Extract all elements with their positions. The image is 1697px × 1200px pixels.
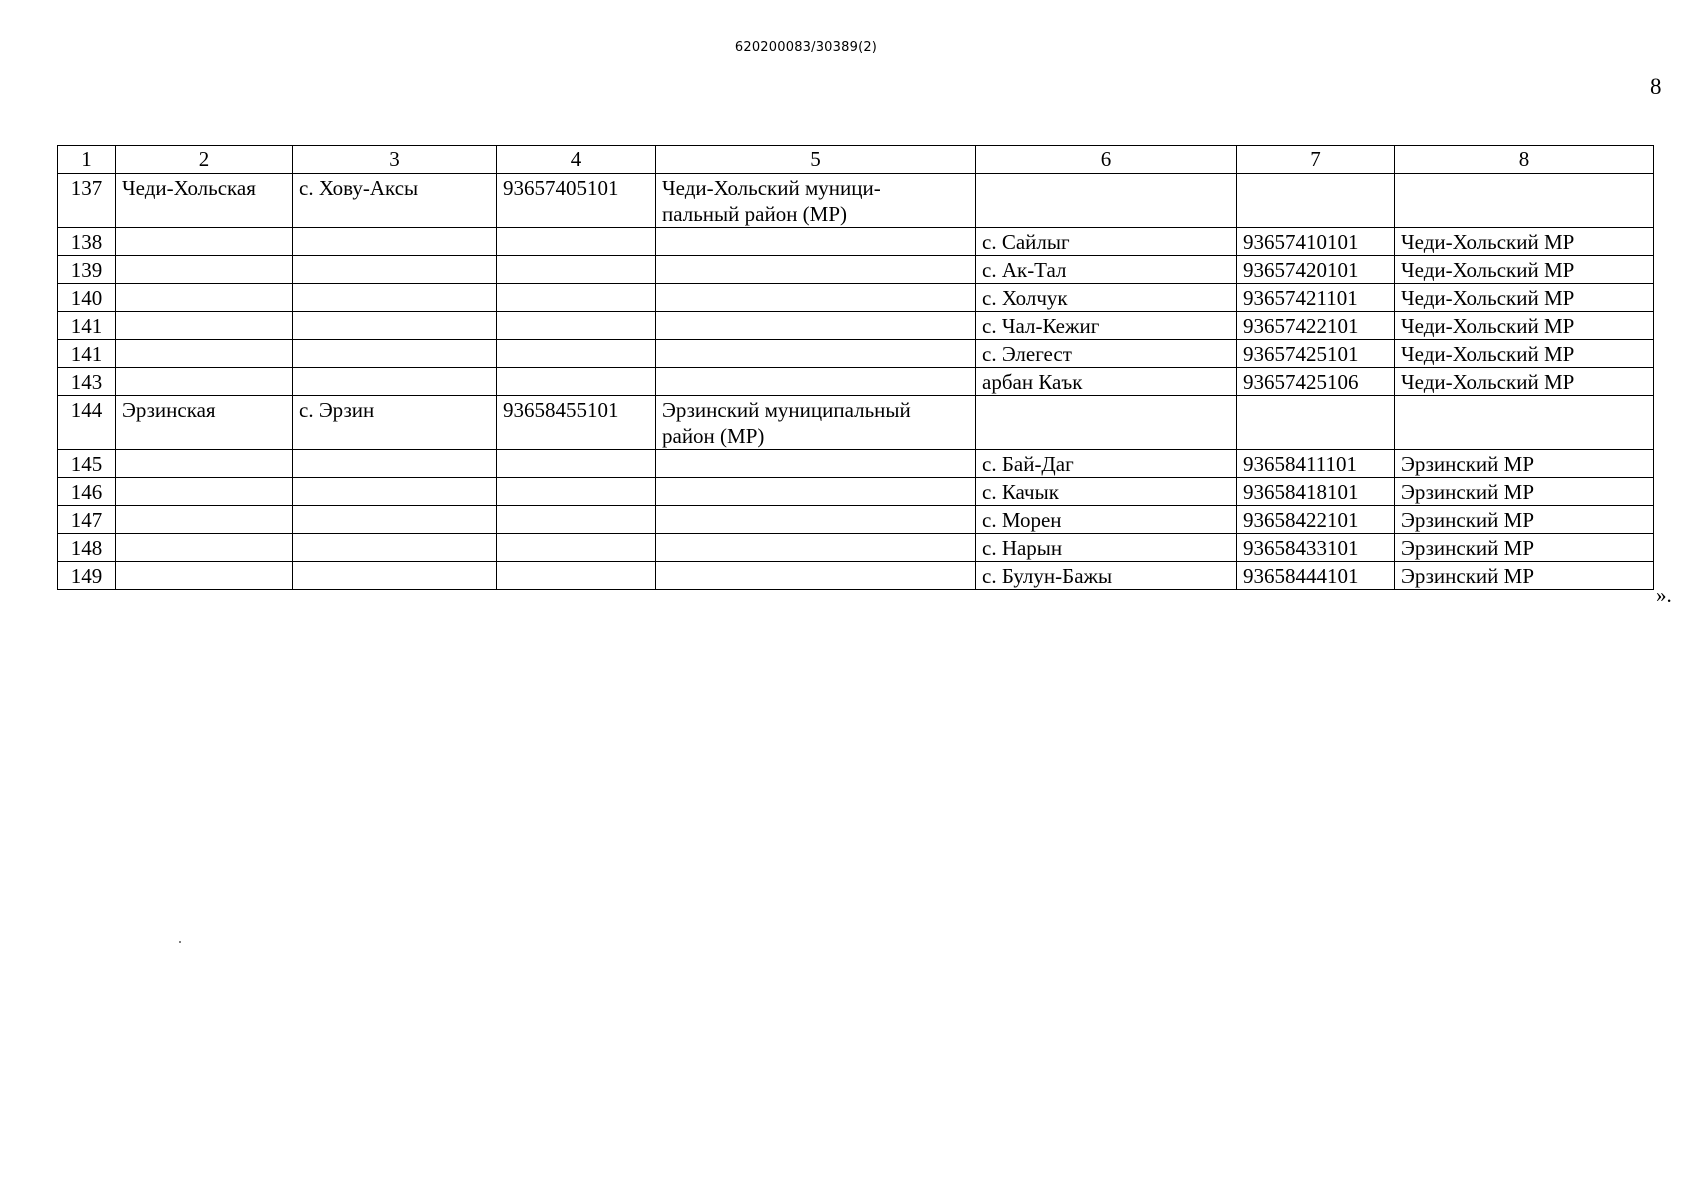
settlement-cell: с. Хову-Аксы — [293, 174, 497, 228]
oktmo-code-cell — [497, 340, 656, 368]
municipal-district-cell — [656, 450, 976, 478]
column-header: 8 — [1395, 146, 1654, 174]
oktmo-code-cell — [497, 450, 656, 478]
district-cell: Эрзинская — [116, 396, 293, 450]
village-oktmo-code-cell — [1237, 396, 1395, 450]
scan-speck — [179, 941, 181, 943]
municipal-district-cell — [656, 368, 976, 396]
municipal-district-short-cell: Эрзинский МР — [1395, 534, 1654, 562]
oktmo-code-cell — [497, 478, 656, 506]
district-cell — [116, 340, 293, 368]
municipal-district-short-cell — [1395, 174, 1654, 228]
oktmo-code-cell: 93657405101 — [497, 174, 656, 228]
row-number-cell: 139 — [58, 256, 116, 284]
row-number-cell: 147 — [58, 506, 116, 534]
municipal-district-short-cell — [1395, 396, 1654, 450]
municipal-district-short-cell: Эрзинский МР — [1395, 506, 1654, 534]
table-body — [58, 146, 1654, 590]
village-cell: с. Ак-Тал — [976, 256, 1237, 284]
settlement-cell — [293, 450, 497, 478]
oktmo-code-cell — [497, 368, 656, 396]
village-oktmo-code-cell: 93657425106 — [1237, 368, 1395, 396]
municipal-district-cell — [656, 256, 976, 284]
municipal-district-cell — [656, 534, 976, 562]
column-header: 1 — [58, 146, 116, 174]
oktmo-code-cell — [497, 312, 656, 340]
village-oktmo-code-cell: 93657420101 — [1237, 256, 1395, 284]
table-row — [58, 174, 1654, 228]
row-number-cell: 141 — [58, 340, 116, 368]
table-row — [58, 256, 1654, 284]
municipal-district-short-cell: Чеди-Хольский МР — [1395, 368, 1654, 396]
district-cell — [116, 562, 293, 590]
oktmo-code-cell — [497, 562, 656, 590]
municipal-district-cell — [656, 228, 976, 256]
settlement-cell — [293, 368, 497, 396]
oktmo-code-cell — [497, 506, 656, 534]
municipal-district-cell: Чеди-Хольский муници- пальный район (МР) — [656, 174, 976, 228]
row-number-cell: 138 — [58, 228, 116, 256]
village-oktmo-code-cell: 93658433101 — [1237, 534, 1395, 562]
village-cell: с. Булун-Бажы — [976, 562, 1237, 590]
page-number: 8 — [1650, 74, 1662, 99]
district-cell: Чеди-Хольская — [116, 174, 293, 228]
village-cell: арбан Каък — [976, 368, 1237, 396]
oktmo-code-cell — [497, 284, 656, 312]
district-cell — [116, 284, 293, 312]
table-row — [58, 534, 1654, 562]
municipal-district-cell — [656, 506, 976, 534]
municipal-district-short-cell: Чеди-Хольский МР — [1395, 312, 1654, 340]
village-cell: с. Элегест — [976, 340, 1237, 368]
row-number-cell: 144 — [58, 396, 116, 450]
column-header: 4 — [497, 146, 656, 174]
table-row — [58, 450, 1654, 478]
village-cell: с. Качык — [976, 478, 1237, 506]
oktmo-code-cell — [497, 256, 656, 284]
registry-table — [57, 145, 1654, 590]
village-cell: с. Бай-Даг — [976, 450, 1237, 478]
village-oktmo-code-cell: 93658422101 — [1237, 506, 1395, 534]
oktmo-code-cell — [497, 534, 656, 562]
district-cell — [116, 450, 293, 478]
village-oktmo-code-cell: 93657421101 — [1237, 284, 1395, 312]
oktmo-code-cell: 93658455101 — [497, 396, 656, 450]
settlement-cell — [293, 506, 497, 534]
municipal-district-cell: Эрзинский муниципальный район (МР) — [656, 396, 976, 450]
village-cell — [976, 174, 1237, 228]
village-oktmo-code-cell: 93657422101 — [1237, 312, 1395, 340]
settlement-cell — [293, 534, 497, 562]
row-number-cell: 141 — [58, 312, 116, 340]
municipal-district-short-cell: Эрзинский МР — [1395, 562, 1654, 590]
municipal-district-cell — [656, 340, 976, 368]
settlement-cell — [293, 312, 497, 340]
settlement-cell: с. Эрзин — [293, 396, 497, 450]
district-cell — [116, 478, 293, 506]
municipal-district-cell — [656, 478, 976, 506]
municipal-district-cell — [656, 312, 976, 340]
village-cell: с. Морен — [976, 506, 1237, 534]
settlement-cell — [293, 284, 497, 312]
settlement-cell — [293, 478, 497, 506]
table-row — [58, 312, 1654, 340]
village-oktmo-code-cell — [1237, 174, 1395, 228]
municipal-district-short-cell: Чеди-Хольский МР — [1395, 340, 1654, 368]
village-oktmo-code-cell: 93658444101 — [1237, 562, 1395, 590]
settlement-cell — [293, 256, 497, 284]
table-row — [58, 340, 1654, 368]
municipal-district-short-cell: Чеди-Хольский МР — [1395, 228, 1654, 256]
village-cell: с. Холчук — [976, 284, 1237, 312]
column-header: 5 — [656, 146, 976, 174]
row-number-cell: 137 — [58, 174, 116, 228]
village-oktmo-code-cell: 93657410101 — [1237, 228, 1395, 256]
closing-quote-mark: ». — [1656, 583, 1672, 607]
municipal-district-short-cell: Чеди-Хольский МР — [1395, 256, 1654, 284]
row-number-cell: 148 — [58, 534, 116, 562]
column-header: 2 — [116, 146, 293, 174]
settlement-cell — [293, 340, 497, 368]
village-oktmo-code-cell: 93658418101 — [1237, 478, 1395, 506]
column-header: 7 — [1237, 146, 1395, 174]
column-header: 6 — [976, 146, 1237, 174]
oktmo-code-cell — [497, 228, 656, 256]
municipal-district-short-cell: Эрзинский МР — [1395, 450, 1654, 478]
table-row — [58, 478, 1654, 506]
table-row — [58, 368, 1654, 396]
village-cell: с. Сайлыг — [976, 228, 1237, 256]
district-cell — [116, 534, 293, 562]
settlement-cell — [293, 562, 497, 590]
row-number-cell: 145 — [58, 450, 116, 478]
municipal-district-cell — [656, 562, 976, 590]
column-number-row — [58, 146, 1654, 174]
table-row — [58, 506, 1654, 534]
district-cell — [116, 506, 293, 534]
district-cell — [116, 368, 293, 396]
settlement-cell — [293, 228, 497, 256]
table-row — [58, 396, 1654, 450]
municipal-district-cell — [656, 284, 976, 312]
village-cell — [976, 396, 1237, 450]
registry-table-container — [57, 145, 1654, 590]
village-oktmo-code-cell: 93657425101 — [1237, 340, 1395, 368]
row-number-cell: 140 — [58, 284, 116, 312]
table-row — [58, 284, 1654, 312]
table-row — [58, 228, 1654, 256]
district-cell — [116, 256, 293, 284]
municipal-district-short-cell: Чеди-Хольский МР — [1395, 284, 1654, 312]
village-cell: с. Чал-Кежиг — [976, 312, 1237, 340]
village-oktmo-code-cell: 93658411101 — [1237, 450, 1395, 478]
village-cell: с. Нарын — [976, 534, 1237, 562]
row-number-cell: 149 — [58, 562, 116, 590]
row-number-cell: 143 — [58, 368, 116, 396]
document-id: 620200083/30389(2) — [734, 40, 878, 55]
column-header: 3 — [293, 146, 497, 174]
table-row — [58, 562, 1654, 590]
district-cell — [116, 312, 293, 340]
row-number-cell: 146 — [58, 478, 116, 506]
district-cell — [116, 228, 293, 256]
municipal-district-short-cell: Эрзинский МР — [1395, 478, 1654, 506]
